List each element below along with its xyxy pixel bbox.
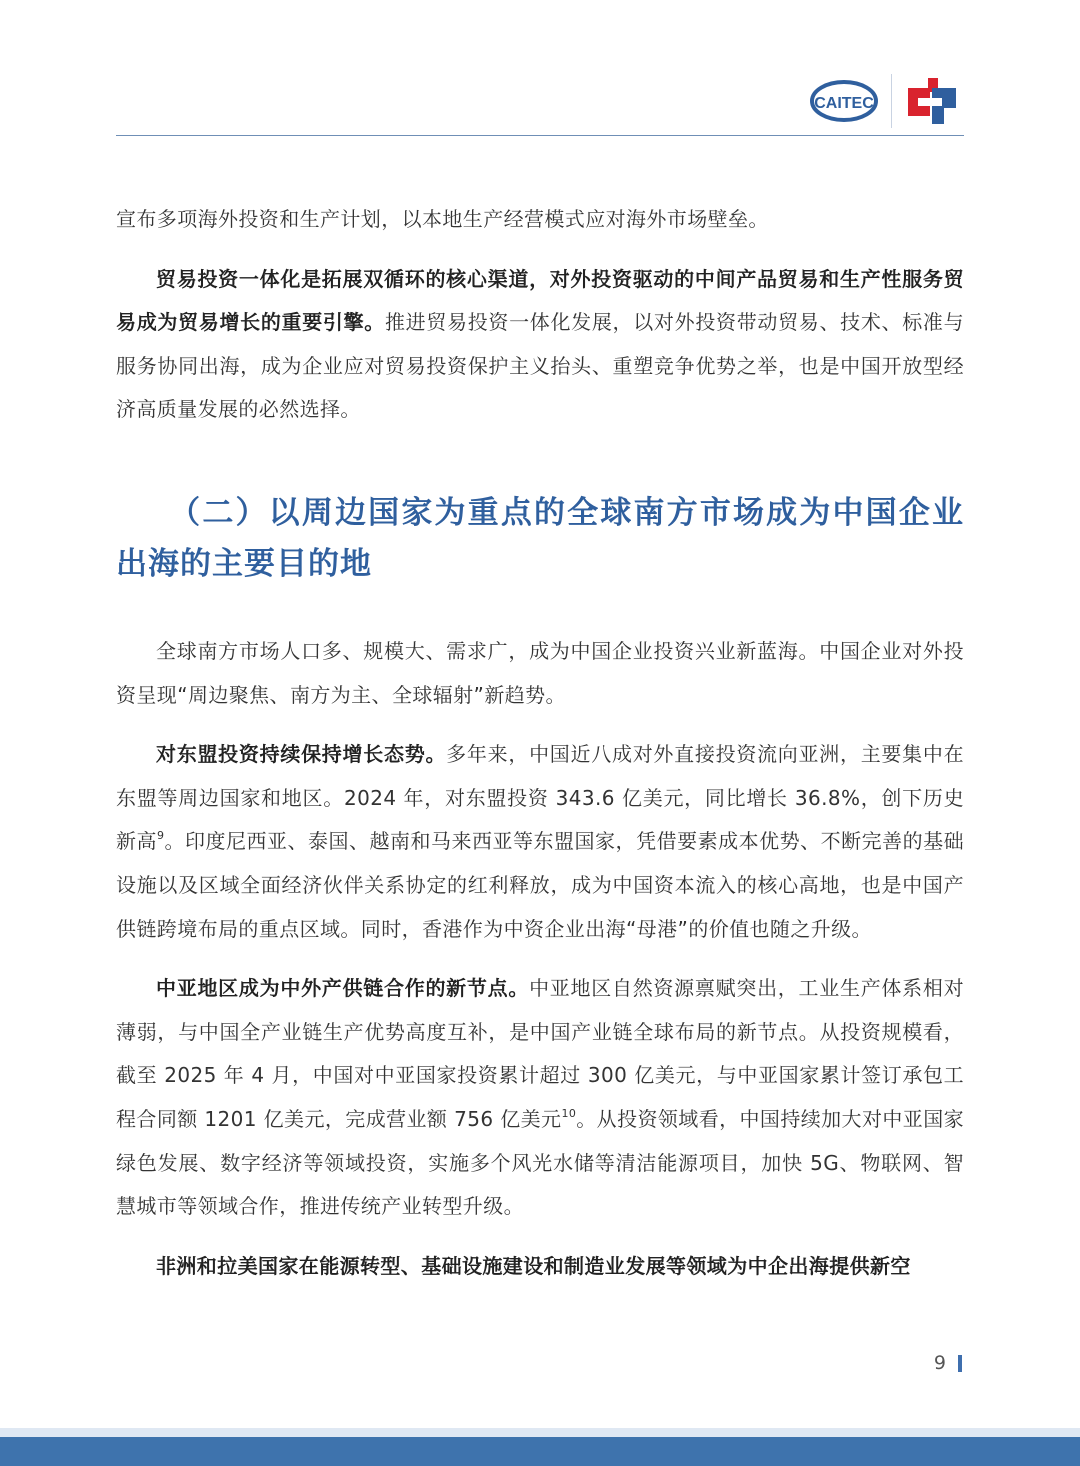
- footer-band: [0, 1437, 1080, 1466]
- ministry-emblem-icon: [904, 72, 962, 130]
- paragraph-lead-bold: 中亚地区成为中外产供链合作的新节点。: [156, 976, 530, 1001]
- header-logos: [809, 72, 962, 130]
- footnote-ref: 10: [561, 1106, 577, 1120]
- paragraph-continuation: 宣布多项海外投资和生产计划，以本地生产经营模式应对海外市场壁垒。: [116, 207, 769, 231]
- caitec-logo-icon: [809, 78, 879, 124]
- paragraph-lead-bold: 对东盟投资持续保持增长态势。: [156, 742, 447, 767]
- svg-text:CAITEC: CAITEC: [814, 95, 874, 112]
- paragraph-central-asia: 中亚地区成为中外产供链合作的新节点。中亚地区自然资源禀赋突出，工业生产体系相对薄弱，与中国全产业链生产优势高度互补，是中国产业链全球布局的新节点。从投资规模看，截至 2025 年 4 月，中国对中亚国家投资累计超过 300 亿美元，与中亚国家累计签订承包工程合同额 1201 亿美元，完成营业额 756 亿美元$^{10}$。从投资领域看，中国持续加大对中亚国家绿色发展、数字经济等领域投资，实施多个风光水储等清洁能源项目，加快 5G、物联网、智慧城市等领域合作，推进传统产业转型升级。: [116, 976, 964, 1219]
- page-body: [116, 198, 964, 1288]
- paragraph-global-south: 全球南方市场人口多、规模大、需求广，成为中国企业投资兴业新蓝海。中国企业对外投资呈现“周边聚焦、南方为主、全球辐射”新趋势。: [116, 638, 964, 707]
- paragraph-asean: 对东盟投资持续保持增长态势。多年来，中国近八成对外直接投资流向亚洲，主要集中在东盟等周边国家和地区。2024 年，对东盟投资 343.6 亿美元，同比增长 36.8%，创下历史新高$^9$。印度尼西亚、泰国、越南和马来西亚等东盟国家，凭借要素成本优势、不断完善的基础设施以及区域全面经济伙伴关系协定的红利释放，成为中国资本流入的核心高地，也是中国产供链跨境布局的重点区域。同时，香港作为中资企业出海“母港”的价值也随之升级。: [116, 742, 964, 941]
- paragraph-lead-bold: 非洲和拉美国家在能源转型、基础设施建设和制造业发展等领域为中企出海提供新空: [156, 1253, 911, 1278]
- paragraph-trade-investment: 贸易投资一体化是拓展双循环的核心渠道，对外投资驱动的中间产品贸易和生产性服务贸易成为贸易增长的重要引擎。推进贸易投资一体化发展，以对外投资带动贸易、技术、标准与服务协同出海，成为企业应对贸易投资保护主义抬头、重塑竞争优势之举，也是中国开放型经济高质量发展的必然选择。: [116, 266, 964, 422]
- footer-band-light: [0, 1428, 1080, 1437]
- header-rule: [116, 135, 964, 136]
- paragraph-lead-bold: 贸易投资一体化是拓展双循环的核心渠道，对外投资驱动的中间产品贸易和生产性服务贸易成为贸易增长的重要引擎。: [116, 266, 964, 335]
- logo-divider: [891, 74, 892, 128]
- footnote-ref: 9: [157, 829, 165, 843]
- paragraph-africa-latam: [116, 1245, 964, 1289]
- page-number: 9: [934, 1352, 962, 1374]
- section-heading: （二）以周边国家为重点的全球南方市场成为中国企业出海的主要目的地: [116, 494, 964, 582]
- page-number-bar: [958, 1355, 962, 1372]
